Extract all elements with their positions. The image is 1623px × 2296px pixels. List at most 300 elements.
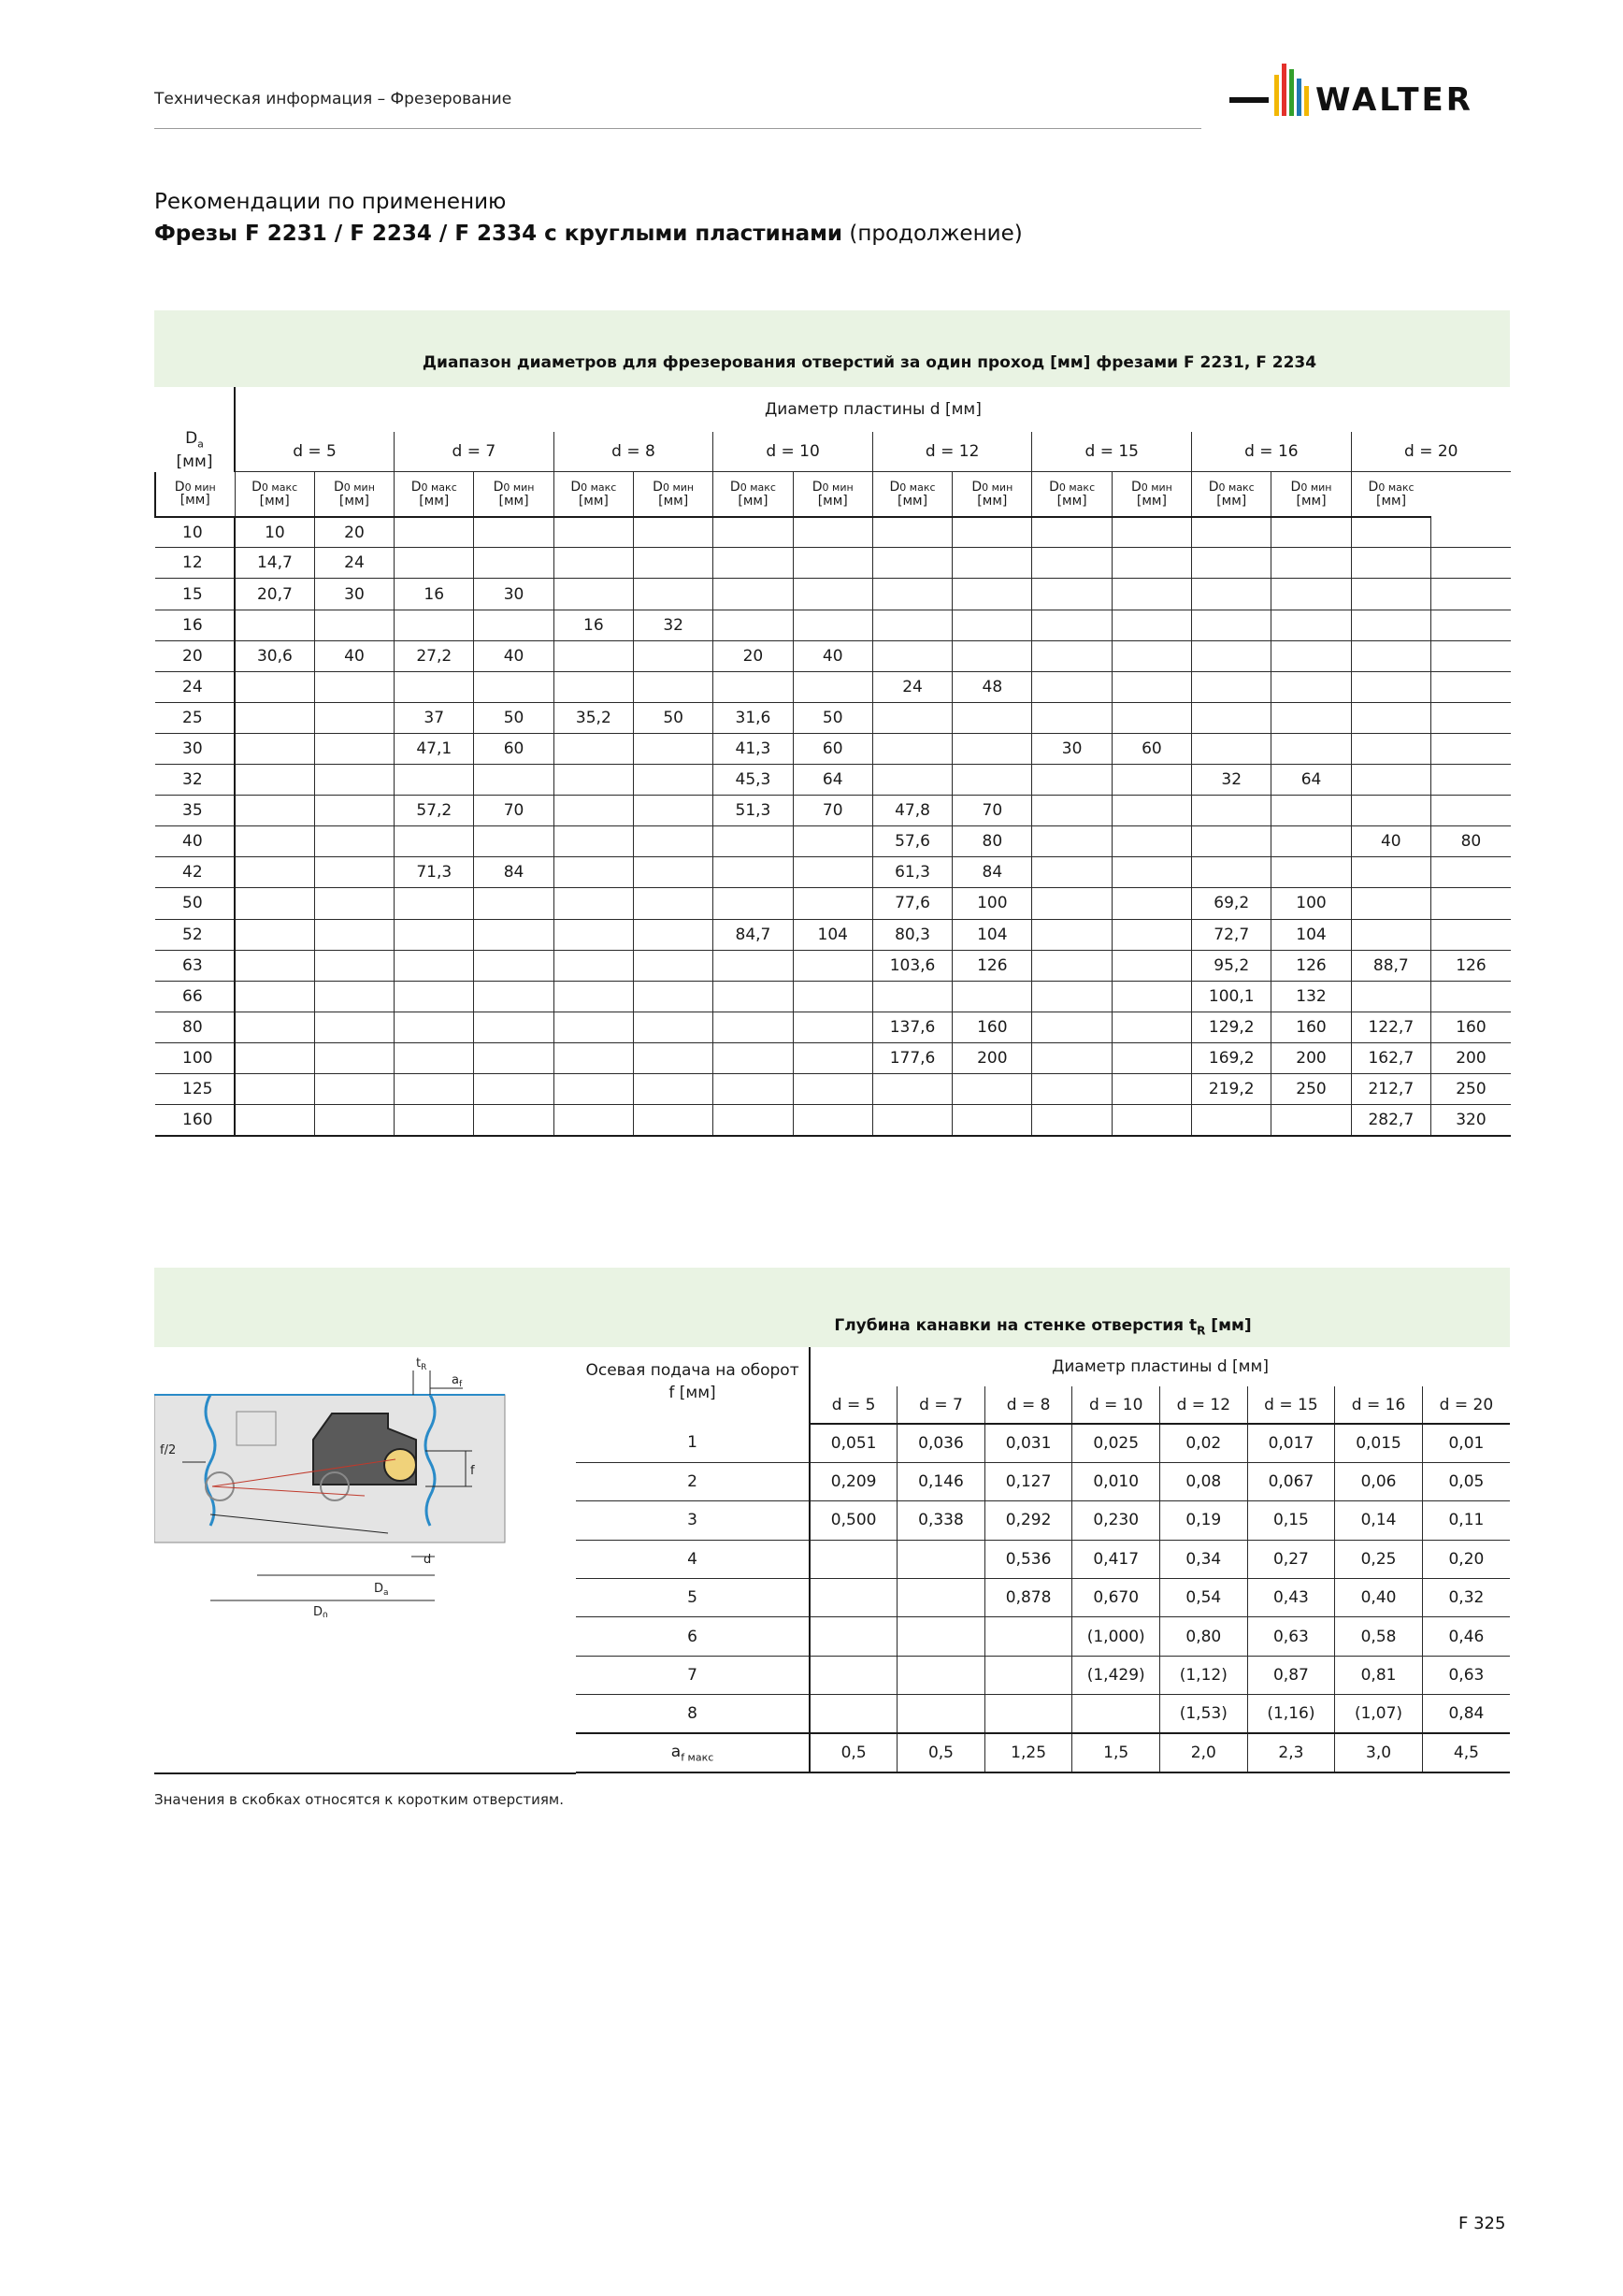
table-cell: 95,2 bbox=[1192, 950, 1271, 981]
table-cell bbox=[633, 796, 712, 826]
sub-header-index: 0 мин bbox=[503, 481, 535, 494]
table-cell bbox=[553, 981, 633, 1012]
insert-circle bbox=[384, 1449, 416, 1481]
subtitle-bold: Фрезы F 2231 / F 2234 / F 2334 с круглыми пластинами bbox=[154, 222, 843, 246]
table2-title-text: Глубина канавки на стенке отверстия t bbox=[834, 1316, 1198, 1335]
table-cell bbox=[1351, 517, 1430, 548]
table2-diameter-header: d = 8 bbox=[984, 1386, 1072, 1424]
table-cell bbox=[1271, 1105, 1351, 1136]
table-cell bbox=[1192, 610, 1271, 640]
feed-header-line2: f [мм] bbox=[668, 1383, 716, 1402]
table-cell bbox=[395, 1073, 474, 1104]
table1-diameter-header: d = 20 bbox=[1351, 432, 1511, 472]
table-row bbox=[155, 733, 1511, 764]
table-cell: 64 bbox=[793, 765, 872, 796]
table1-title: Диапазон диаметров для фрезерования отверстий за один проход [мм] фрезами F 2231, F 2234 bbox=[422, 353, 1317, 372]
table-cell bbox=[235, 702, 314, 733]
table-cell bbox=[235, 1073, 314, 1104]
table2-title-unit: [мм] bbox=[1205, 1316, 1252, 1335]
table-cell bbox=[1112, 671, 1191, 702]
table-cell bbox=[713, 671, 793, 702]
table-cell bbox=[314, 919, 394, 950]
table-row bbox=[155, 702, 1511, 733]
table-cell bbox=[793, 981, 872, 1012]
table-cell bbox=[633, 950, 712, 981]
table-cell: (1,000) bbox=[1072, 1617, 1160, 1656]
table-cell: 0,63 bbox=[1422, 1656, 1510, 1694]
table2-group-header: Диаметр пластины d [мм] bbox=[810, 1347, 1510, 1386]
table-cell bbox=[474, 1073, 553, 1104]
table-cell: 32 bbox=[633, 610, 712, 640]
table-cell bbox=[314, 765, 394, 796]
table-cell bbox=[1351, 888, 1430, 919]
table-cell bbox=[633, 1012, 712, 1042]
feed-value: 5 bbox=[576, 1579, 810, 1617]
table-cell bbox=[1112, 888, 1191, 919]
table-row bbox=[155, 640, 1511, 671]
sub-header-unit: [мм] bbox=[578, 493, 609, 509]
table-cell: 0,11 bbox=[1422, 1501, 1510, 1540]
table-cell bbox=[395, 671, 474, 702]
table2-title bbox=[576, 1316, 1510, 1337]
table-cell: 0,14 bbox=[1335, 1501, 1423, 1540]
table-row bbox=[155, 950, 1511, 981]
table-cell bbox=[1430, 765, 1510, 796]
table-cell bbox=[713, 579, 793, 610]
feed-value: 8 bbox=[576, 1695, 810, 1733]
table-cell bbox=[633, 765, 712, 796]
table1-sub-header-min bbox=[633, 472, 712, 517]
table-cell bbox=[235, 888, 314, 919]
table-cell bbox=[1032, 1042, 1112, 1073]
table-cell: 80 bbox=[1430, 826, 1510, 857]
da-value: 42 bbox=[155, 857, 235, 888]
table-cell: 0,27 bbox=[1247, 1540, 1335, 1578]
table-cell: 71,3 bbox=[395, 857, 474, 888]
sub-header-unit: [мм] bbox=[898, 493, 928, 509]
table-cell bbox=[1032, 640, 1112, 671]
table-cell bbox=[553, 671, 633, 702]
table-cell: 320 bbox=[1430, 1105, 1510, 1136]
table-cell bbox=[872, 517, 952, 548]
af-max-value: 3,0 bbox=[1335, 1733, 1423, 1772]
table2-diameter-header: d = 7 bbox=[898, 1386, 985, 1424]
table-cell: 61,3 bbox=[872, 857, 952, 888]
table-cell bbox=[314, 796, 394, 826]
table-cell bbox=[1351, 671, 1430, 702]
table-row bbox=[155, 1012, 1511, 1042]
table-cell bbox=[1112, 765, 1191, 796]
table-cell bbox=[1271, 671, 1351, 702]
table-cell bbox=[633, 1073, 712, 1104]
table-cell bbox=[810, 1617, 898, 1656]
sub-header-index: 0 макс bbox=[421, 481, 457, 494]
table-cell bbox=[235, 765, 314, 796]
table-cell bbox=[633, 981, 712, 1012]
sub-header-symbol: D bbox=[333, 479, 344, 495]
table-cell bbox=[633, 888, 712, 919]
table-row bbox=[576, 1540, 1510, 1578]
logo-stripe-yellow-2 bbox=[1304, 86, 1309, 116]
table-cell: 219,2 bbox=[1192, 1073, 1271, 1104]
table-cell: 32 bbox=[1192, 765, 1271, 796]
f-label: f bbox=[470, 1464, 475, 1478]
table-cell: 0,06 bbox=[1335, 1462, 1423, 1500]
sub-header-unit: [мм] bbox=[977, 493, 1008, 509]
table-cell bbox=[793, 888, 872, 919]
table-cell: 100,1 bbox=[1192, 981, 1271, 1012]
table-cell bbox=[1430, 610, 1510, 640]
table-cell: 0,338 bbox=[898, 1501, 985, 1540]
table-cell bbox=[713, 517, 793, 548]
sub-header-symbol: D bbox=[1290, 479, 1301, 495]
table-cell: 160 bbox=[1430, 1012, 1510, 1042]
da-value: 80 bbox=[155, 1012, 235, 1042]
table-cell: 0,58 bbox=[1335, 1617, 1423, 1656]
table-cell: 0,40 bbox=[1335, 1579, 1423, 1617]
table-cell bbox=[1271, 733, 1351, 764]
sub-header-unit: [мм] bbox=[738, 493, 768, 509]
table-cell bbox=[474, 671, 553, 702]
table-cell: 126 bbox=[1430, 950, 1510, 981]
table-cell bbox=[872, 1073, 952, 1104]
table2-diameter-header: d = 15 bbox=[1247, 1386, 1335, 1424]
table-cell bbox=[474, 517, 553, 548]
table-cell bbox=[984, 1617, 1072, 1656]
D0-label: $D_0$ bbox=[313, 1605, 328, 1617]
bore-diameter-table bbox=[154, 387, 1511, 1137]
table-cell bbox=[1430, 857, 1510, 888]
header-divider bbox=[154, 128, 1201, 129]
table-cell bbox=[553, 579, 633, 610]
sub-header-symbol: D bbox=[570, 479, 582, 495]
table-cell: 100 bbox=[1271, 888, 1351, 919]
table-row bbox=[155, 671, 1511, 702]
table2-diameter-header: d = 12 bbox=[1160, 1386, 1248, 1424]
table-cell: 40 bbox=[474, 640, 553, 671]
table-cell bbox=[474, 826, 553, 857]
table2-diameter-header: d = 16 bbox=[1335, 1386, 1423, 1424]
table-cell: 0,63 bbox=[1247, 1617, 1335, 1656]
sub-header-index: 0 макс bbox=[740, 481, 776, 494]
af-max-value: 0,5 bbox=[810, 1733, 898, 1772]
da-value: 32 bbox=[155, 765, 235, 796]
da-value: 100 bbox=[155, 1042, 235, 1073]
table-cell bbox=[793, 857, 872, 888]
feed-value: 6 bbox=[576, 1617, 810, 1656]
table-cell: 104 bbox=[793, 919, 872, 950]
table-cell bbox=[633, 640, 712, 671]
table-cell bbox=[1192, 671, 1271, 702]
table-cell bbox=[713, 826, 793, 857]
table-cell bbox=[1271, 640, 1351, 671]
table-cell: 88,7 bbox=[1351, 950, 1430, 981]
table-cell bbox=[1430, 702, 1510, 733]
table1-diameter-header: d = 8 bbox=[553, 432, 713, 472]
table-row bbox=[576, 1424, 1510, 1462]
table1-sub-header-max bbox=[1032, 472, 1112, 517]
table-cell: 0,146 bbox=[898, 1462, 985, 1500]
table-cell bbox=[633, 517, 712, 548]
table-cell bbox=[1112, 702, 1191, 733]
sub-header-symbol: D bbox=[729, 479, 740, 495]
table-cell bbox=[553, 548, 633, 579]
table-cell: 0,209 bbox=[810, 1462, 898, 1500]
da-value: 35 bbox=[155, 796, 235, 826]
table-row bbox=[155, 919, 1511, 950]
walter-logo bbox=[1229, 60, 1510, 135]
table-cell bbox=[553, 950, 633, 981]
table-cell: 30 bbox=[1032, 733, 1112, 764]
table-row bbox=[576, 1462, 1510, 1500]
table-cell bbox=[553, 796, 633, 826]
table-cell bbox=[474, 950, 553, 981]
table-cell bbox=[713, 548, 793, 579]
table-cell: 45,3 bbox=[713, 765, 793, 796]
page-subtitle bbox=[154, 222, 1023, 246]
table-row bbox=[155, 826, 1511, 857]
table-cell bbox=[793, 517, 872, 548]
table-cell bbox=[1032, 919, 1112, 950]
table1-sub-header-min bbox=[793, 472, 872, 517]
table-cell: 48 bbox=[953, 671, 1032, 702]
table-cell: 57,6 bbox=[872, 826, 952, 857]
table-cell bbox=[633, 1105, 712, 1136]
table-cell bbox=[633, 579, 712, 610]
table-cell bbox=[553, 1012, 633, 1042]
table-cell: 122,7 bbox=[1351, 1012, 1430, 1042]
table-cell bbox=[1430, 548, 1510, 579]
table-cell bbox=[395, 981, 474, 1012]
table-cell bbox=[953, 981, 1032, 1012]
logo-bar bbox=[1229, 97, 1269, 103]
table-cell bbox=[314, 826, 394, 857]
af-max-value: 4,5 bbox=[1422, 1733, 1510, 1772]
table-cell: 0,025 bbox=[1072, 1424, 1160, 1462]
table-cell: 69,2 bbox=[1192, 888, 1271, 919]
table-cell bbox=[1192, 517, 1271, 548]
table-cell bbox=[314, 1012, 394, 1042]
table-cell bbox=[1351, 733, 1430, 764]
table-cell bbox=[1032, 857, 1112, 888]
table1-header-row-group bbox=[155, 387, 1511, 432]
table-cell bbox=[235, 1105, 314, 1136]
table-cell bbox=[395, 1105, 474, 1136]
da-header bbox=[155, 387, 235, 472]
sub-header-symbol: D bbox=[1368, 479, 1379, 495]
table-cell: 169,2 bbox=[1192, 1042, 1271, 1073]
table-cell bbox=[1112, 1012, 1191, 1042]
table-cell bbox=[713, 950, 793, 981]
feed-value: 4 bbox=[576, 1540, 810, 1578]
table-cell bbox=[1032, 981, 1112, 1012]
table-cell bbox=[553, 1042, 633, 1073]
table-cell bbox=[1192, 1105, 1271, 1136]
table-cell: 40 bbox=[1351, 826, 1430, 857]
table-cell: 0,19 bbox=[1160, 1501, 1248, 1540]
table-row bbox=[576, 1695, 1510, 1733]
da-value: 160 bbox=[155, 1105, 235, 1136]
da-value: 40 bbox=[155, 826, 235, 857]
table-cell bbox=[235, 857, 314, 888]
table-cell bbox=[984, 1656, 1072, 1694]
table-cell: 60 bbox=[1112, 733, 1191, 764]
table-cell bbox=[314, 1073, 394, 1104]
table-cell: 14,7 bbox=[235, 548, 314, 579]
table-cell: 0,670 bbox=[1072, 1579, 1160, 1617]
table-cell: (1,07) bbox=[1335, 1695, 1423, 1733]
table-cell: 80 bbox=[953, 826, 1032, 857]
diagram-bottom-rule bbox=[154, 1772, 576, 1774]
table-row bbox=[155, 1105, 1511, 1136]
table-cell: 0,32 bbox=[1422, 1579, 1510, 1617]
sub-header-index: 0 макс bbox=[1378, 481, 1415, 494]
table1-diameter-header: d = 15 bbox=[1032, 432, 1192, 472]
table-cell: 50 bbox=[474, 702, 553, 733]
table-cell bbox=[1192, 733, 1271, 764]
table-cell bbox=[898, 1617, 985, 1656]
table1-diameter-header: d = 5 bbox=[235, 432, 395, 472]
table-row bbox=[155, 857, 1511, 888]
table-cell bbox=[1271, 610, 1351, 640]
table-cell bbox=[953, 548, 1032, 579]
table-cell bbox=[953, 1073, 1032, 1104]
table-cell: 0,067 bbox=[1247, 1462, 1335, 1500]
af-symbol: a bbox=[670, 1742, 682, 1761]
table-cell: 160 bbox=[953, 1012, 1032, 1042]
sub-header-unit: [мм] bbox=[1056, 493, 1087, 509]
table-cell bbox=[553, 765, 633, 796]
table-cell: 41,3 bbox=[713, 733, 793, 764]
table1-sub-header-min bbox=[474, 472, 553, 517]
table-cell bbox=[793, 671, 872, 702]
table-cell: 16 bbox=[395, 579, 474, 610]
logo-wordmark: WALTER bbox=[1315, 81, 1473, 119]
logo-stripe-red bbox=[1282, 64, 1286, 116]
table-cell: 57,2 bbox=[395, 796, 474, 826]
table-row bbox=[155, 548, 1511, 579]
table-cell: 27,2 bbox=[395, 640, 474, 671]
logo-stripe-yellow bbox=[1274, 75, 1279, 116]
da-value: 24 bbox=[155, 671, 235, 702]
table-cell bbox=[1032, 1012, 1112, 1042]
sub-header-index: 0 макс bbox=[261, 481, 298, 494]
table-cell bbox=[1430, 579, 1510, 610]
table-cell bbox=[633, 919, 712, 950]
table-cell bbox=[713, 888, 793, 919]
table-cell bbox=[633, 548, 712, 579]
af-label: $a_f$ bbox=[452, 1373, 463, 1389]
af-max-value: 1,5 bbox=[1072, 1733, 1160, 1772]
table-cell bbox=[235, 950, 314, 981]
table1-subheader-row bbox=[155, 472, 1511, 517]
table-cell bbox=[314, 671, 394, 702]
table-cell bbox=[953, 702, 1032, 733]
table-cell bbox=[898, 1579, 985, 1617]
f-half-label: f/2 bbox=[160, 1443, 177, 1457]
table-cell: 64 bbox=[1271, 765, 1351, 796]
sub-header-symbol: D bbox=[889, 479, 900, 495]
feed-value: 2 bbox=[576, 1462, 810, 1500]
table-cell bbox=[1112, 1073, 1191, 1104]
table-cell: 104 bbox=[1271, 919, 1351, 950]
table-row bbox=[155, 579, 1511, 610]
table-cell bbox=[235, 733, 314, 764]
sub-header-symbol: D bbox=[653, 479, 663, 495]
sub-header-unit: [мм] bbox=[498, 493, 529, 509]
table-cell: 72,7 bbox=[1192, 919, 1271, 950]
table-row bbox=[576, 1617, 1510, 1656]
table-cell bbox=[474, 888, 553, 919]
table1-sub-header-max bbox=[1192, 472, 1271, 517]
table-cell bbox=[793, 579, 872, 610]
table2-diameter-header: d = 10 bbox=[1072, 1386, 1160, 1424]
feed-value: 3 bbox=[576, 1501, 810, 1540]
table-cell: 30 bbox=[314, 579, 394, 610]
table-cell bbox=[1192, 640, 1271, 671]
subtitle-continuation: (продолжение) bbox=[842, 222, 1023, 246]
table1-sub-header-min bbox=[1112, 472, 1191, 517]
table-cell bbox=[793, 950, 872, 981]
table-cell bbox=[1112, 796, 1191, 826]
da-value: 20 bbox=[155, 640, 235, 671]
table-cell: 0,230 bbox=[1072, 1501, 1160, 1540]
table-row bbox=[155, 517, 1511, 548]
table-cell bbox=[395, 517, 474, 548]
d-label: d bbox=[424, 1553, 432, 1567]
table-cell: 16 bbox=[553, 610, 633, 640]
logo-stripe-blue bbox=[1297, 79, 1301, 116]
da-value: 30 bbox=[155, 733, 235, 764]
table-cell: 162,7 bbox=[1351, 1042, 1430, 1073]
table-cell bbox=[872, 1105, 952, 1136]
table-cell bbox=[1032, 826, 1112, 857]
table-cell: 104 bbox=[953, 919, 1032, 950]
tR-label: $t_R$ bbox=[416, 1356, 427, 1372]
Da-label: $D_a$ bbox=[374, 1582, 389, 1598]
table2-title-sub: R bbox=[1197, 1324, 1206, 1338]
table-cell bbox=[953, 733, 1032, 764]
table-cell bbox=[872, 733, 952, 764]
af-max-value: 1,25 bbox=[984, 1733, 1072, 1772]
table-cell bbox=[1351, 702, 1430, 733]
da-value: 63 bbox=[155, 950, 235, 981]
table-cell bbox=[1271, 796, 1351, 826]
table-cell bbox=[872, 981, 952, 1012]
table-cell bbox=[1430, 517, 1510, 548]
table-cell bbox=[553, 888, 633, 919]
table-cell bbox=[314, 702, 394, 733]
table-cell: 40 bbox=[793, 640, 872, 671]
table-cell bbox=[1112, 1105, 1191, 1136]
table1-sub-header-max bbox=[1351, 472, 1430, 517]
table-cell bbox=[1112, 610, 1191, 640]
table-cell bbox=[1032, 765, 1112, 796]
table-cell: (1,12) bbox=[1160, 1656, 1248, 1694]
sub-header-index: 0 мин bbox=[662, 481, 695, 494]
table-cell bbox=[1430, 888, 1510, 919]
table1-diameter-header: d = 16 bbox=[1192, 432, 1352, 472]
table-cell bbox=[553, 1073, 633, 1104]
table-cell bbox=[1430, 981, 1510, 1012]
sub-header-index: 0 мин bbox=[822, 481, 854, 494]
da-value: 25 bbox=[155, 702, 235, 733]
table-cell bbox=[872, 548, 952, 579]
table-cell bbox=[713, 1105, 793, 1136]
table1-sub-header-max bbox=[235, 472, 314, 517]
table-cell bbox=[1430, 796, 1510, 826]
table-cell bbox=[1032, 548, 1112, 579]
